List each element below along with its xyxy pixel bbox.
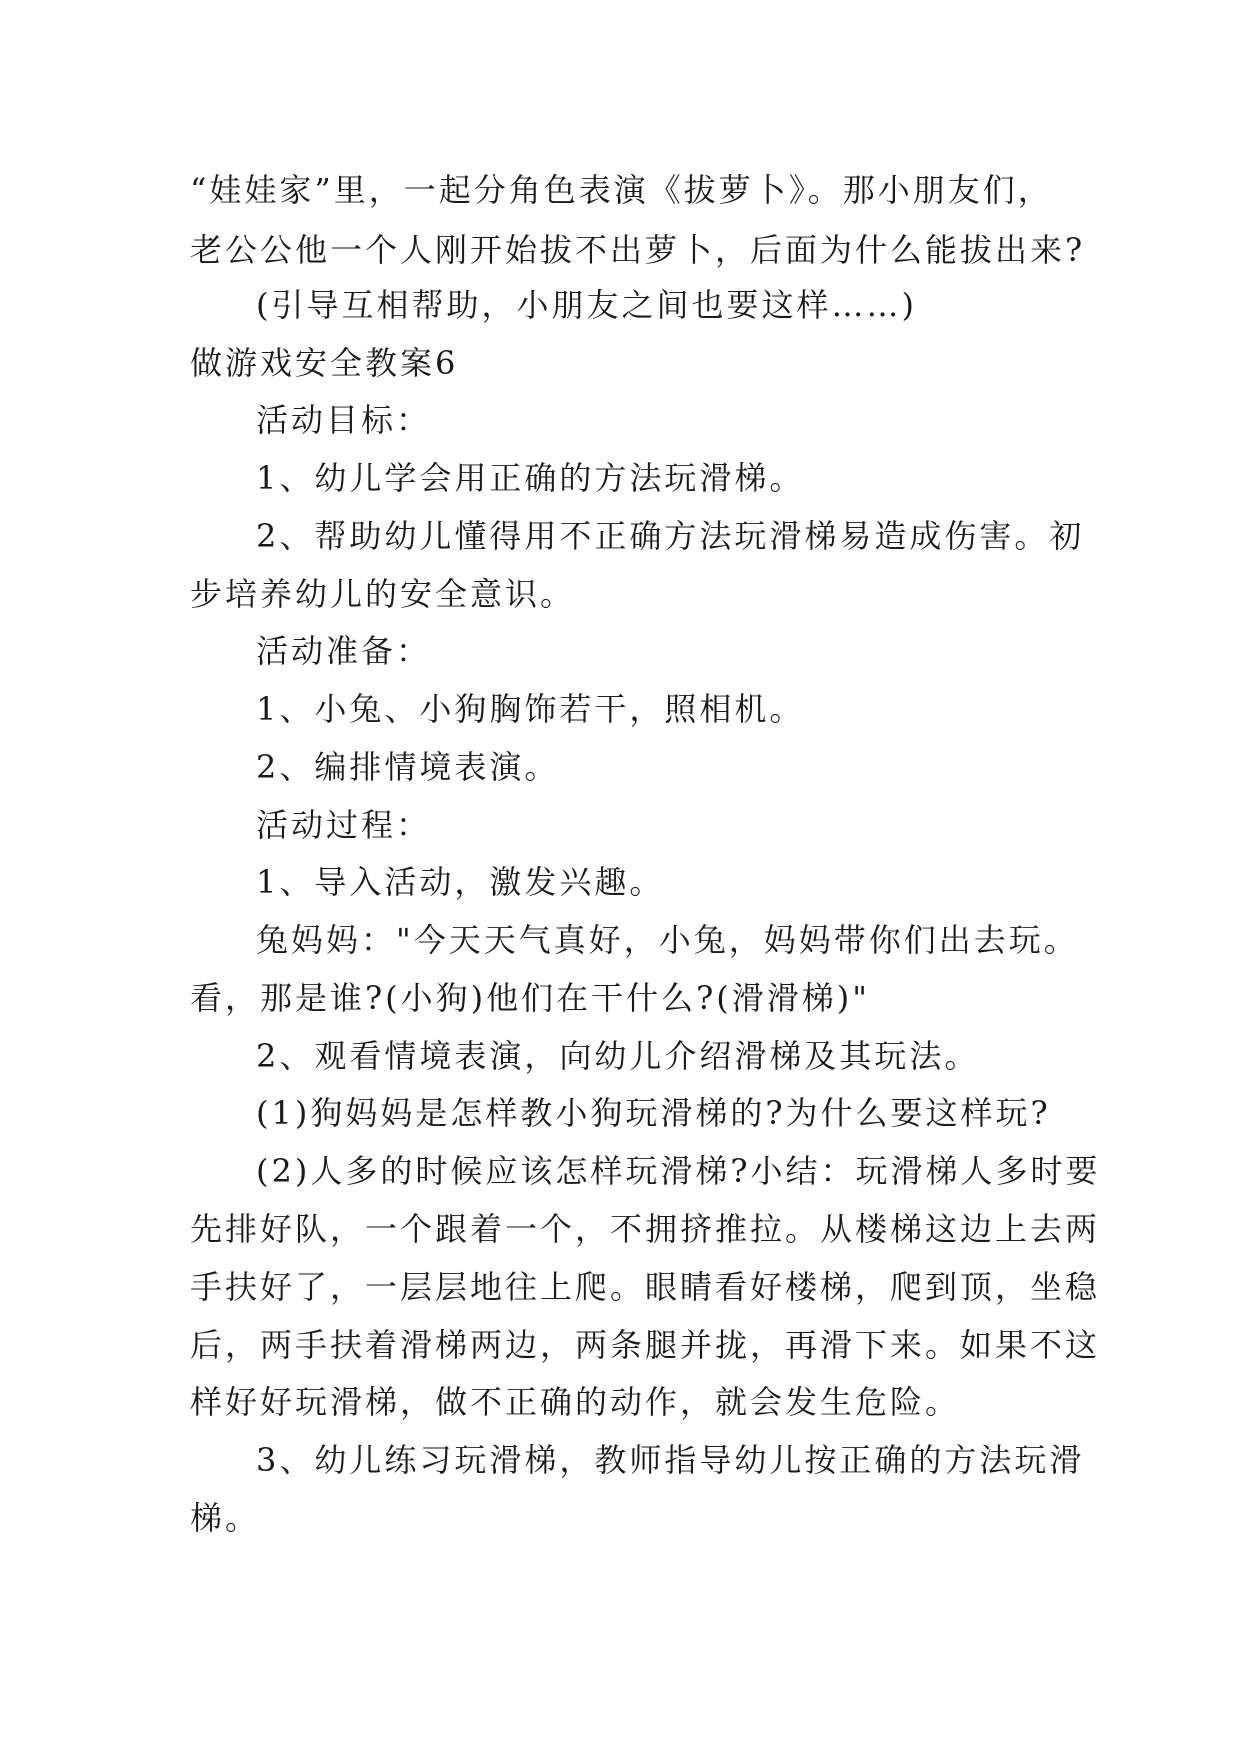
paragraph-line: (引导互相帮助，小朋友之间也要这样……) [256,286,917,324]
paragraph-line: 2、编排情境表演。 [256,748,560,786]
paragraph-line: 后，两手扶着滑梯两边，两条腿并拢，再滑下来。如果不这 [190,1326,1101,1364]
paragraph-line: 看，那是谁?(小狗)他们在干什么?(滑滑梯)" [190,979,870,1017]
paragraph-line: 步培养幼儿的安全意识。 [190,575,576,613]
subheading: 活动目标： [256,401,432,439]
paragraph-line: 1、幼儿学会用正确的方法玩滑梯。 [256,459,805,497]
paragraph-line: 3、幼儿练习玩滑梯，教师指导幼儿按正确的方法玩滑 [256,1441,1085,1479]
paragraph-line: 1、导入活动，激发兴趣。 [256,863,665,901]
paragraph-line: (1)狗妈妈是怎样教小狗玩滑梯的?为什么要这样玩? [256,1094,1051,1132]
paragraph-line: “娃娃家”里，一起分角色表演《拔萝卜》。那小朋友们， [190,171,1053,209]
paragraph-line: 2、观看情境表演，向幼儿介绍滑梯及其玩法。 [256,1037,980,1075]
paragraph-line: 2、帮助幼儿懂得用不正确方法玩滑梯易造成伤害。初 [256,517,1085,555]
paragraph-line: 样好好玩滑梯，做不正确的动作，就会发生危险。 [190,1383,961,1421]
paragraph-line: (2)人多的时候应该怎样玩滑梯?小结：玩滑梯人多时要 [256,1152,1101,1190]
section-heading: 做游戏安全教案6 [190,344,459,382]
subheading: 活动过程： [256,806,432,844]
paragraph-line: 老公公他一个人刚开始拔不出萝卜，后面为什么能拔出来? [190,231,1086,269]
paragraph-line: 手扶好了，一层层地往上爬。眼睛看好楼梯，爬到顶，坐稳 [190,1268,1101,1306]
paragraph-line: 1、小兔、小狗胸饰若干，照相机。 [256,690,805,728]
paragraph-line: 先排好队，一个跟着一个，不拥挤推拉。从楼梯这边上去两 [190,1210,1101,1248]
paragraph-line: 兔妈妈："今天天气真好，小兔，妈妈带你们出去玩。 [256,921,1079,959]
paragraph-line: 梯。 [190,1499,261,1537]
subheading: 活动准备： [256,632,432,670]
